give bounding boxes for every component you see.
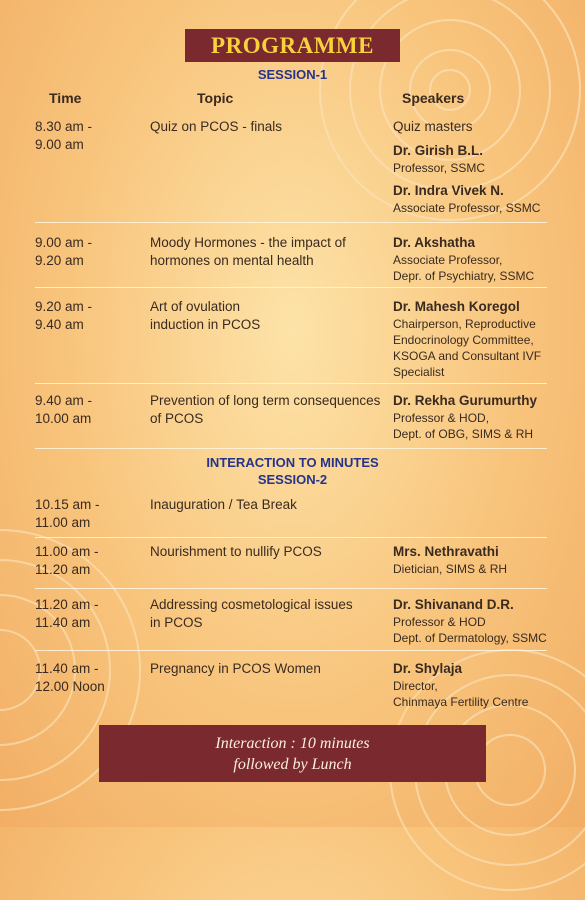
row-topic: Nourishment to nullify PCOS [150,544,322,559]
programme-title-banner [185,29,400,62]
footer-line-1: Interaction : 10 minutes [215,734,370,752]
header-speakers: Speakers [402,90,465,106]
header-topic: Topic [197,90,234,106]
row-topic: Addressing cosmetological issues in PCOS [150,597,353,630]
speaker-name: Mrs. Nethravathi [393,544,499,559]
speaker [393,660,553,710]
speaker-name: Dr. Girish B.L. [393,143,484,158]
speaker-role: Associate Professor, SSMC [393,201,541,215]
row-topic: Pregnancy in PCOS Women [150,661,321,676]
speaker [393,298,553,380]
row-speakers [393,543,553,583]
session-1-label: SESSION-1 [257,67,328,82]
row-time: 11.40 am - 12.00 Noon [35,661,105,694]
speaker [393,182,553,216]
row-time: 11.00 am - 11.20 am [35,544,99,577]
row-speakers [393,596,553,652]
row-divider [35,448,547,449]
row-divider [35,222,547,223]
row-time: 8.30 am - 9.00 am [35,119,93,152]
row-time: 10.15 am - 11.00 am [35,497,100,530]
speaker-name: Dr. Akshatha [393,235,476,250]
row-divider [35,588,547,589]
session-2-label: SESSION-2 [257,472,328,487]
speaker-role: Associate Professor, Depr. of Psychiatry, SSMC [393,253,535,283]
speaker [393,118,553,136]
speaker-role: Chairperson, Reproductive Endocrinology Committee, KSOGA and Consultant IVF Specialist [393,317,542,379]
programme-title: PROGRAMME [211,32,374,58]
speaker [393,392,553,442]
row-divider [35,537,547,538]
row-time: 9.00 am - 9.20 am [35,235,93,268]
row-time: 9.20 am - 9.40 am [35,299,93,332]
row-topic: Art of ovulation induction in PCOS [150,299,261,332]
row-speakers [393,392,553,448]
speaker-name: Dr. Shylaja [393,661,463,676]
speaker-name: Dr. Shivanand D.R. [393,597,514,612]
speaker-role: Director, Chinmaya Fertility Centre [393,679,529,709]
speaker [393,234,553,284]
row-speakers [393,660,553,716]
speaker [393,142,553,176]
header-time: Time [49,90,82,106]
row-topic: Inauguration / Tea Break [150,497,297,512]
speaker-role: Quiz masters [393,119,473,134]
speaker-role: Dietician, SIMS & RH [393,562,508,576]
footer-line-2: followed by Lunch [233,755,352,773]
speaker-role: Professor, SSMC [393,161,486,175]
speaker-role: Professor & HOD Dept. of Dermatology, SSMC [393,615,547,645]
row-topic: Prevention of long term consequences of PCOS [150,393,381,426]
row-divider [35,650,547,651]
row-divider [35,287,547,288]
speaker [393,596,553,646]
interaction-label: INTERACTION TO MINUTES [206,455,379,470]
speaker-role: Professor & HOD, Dept. of OBG, SIMS & RH [393,411,534,441]
row-divider [35,383,547,384]
speaker-name: Dr. Indra Vivek N. [393,183,504,198]
row-topic: Quiz on PCOS - finals [150,119,283,134]
row-time: 11.20 am - 11.40 am [35,597,99,630]
row-speakers [393,298,553,386]
row-speakers [393,118,553,222]
footer-banner [99,725,486,782]
row-time: 9.40 am - 10.00 am [35,393,93,426]
row-speakers [393,234,553,290]
speaker-name: Dr. Rekha Gurumurthy [393,393,538,408]
row-topic: Moody Hormones - the impact of hormones on mental health [150,235,346,268]
speaker [393,543,553,577]
speaker-name: Dr. Mahesh Koregol [393,299,520,314]
